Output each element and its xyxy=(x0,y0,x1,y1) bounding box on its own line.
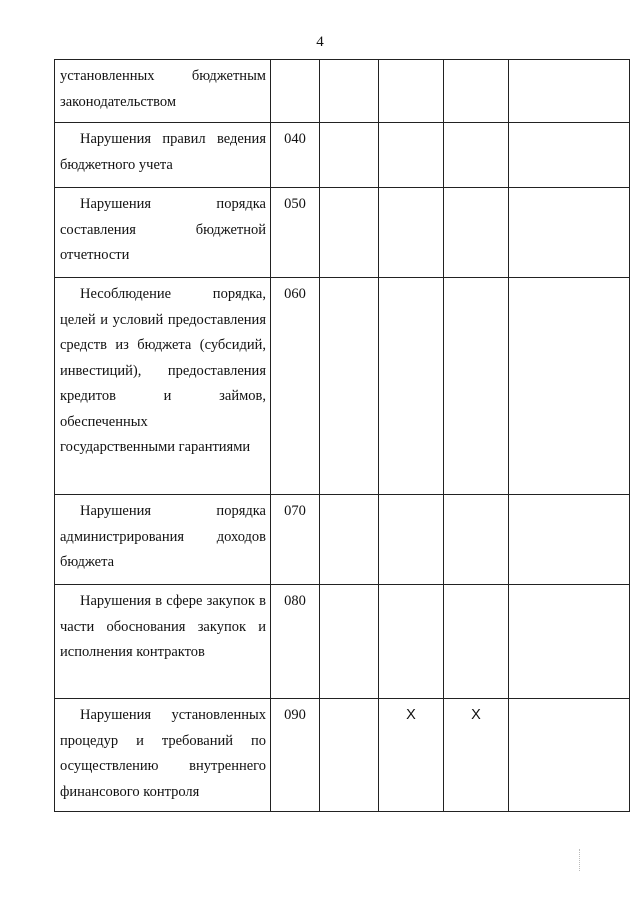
row-cell xyxy=(509,585,630,699)
row-description: Нарушения порядка составления бюджетной отчетности xyxy=(55,188,271,278)
row-code: 070 xyxy=(271,495,320,585)
table-row xyxy=(55,495,630,585)
row-cell xyxy=(444,495,509,585)
row-description: Нарушения правил ведения бюджетного учета xyxy=(55,123,271,188)
row-cell xyxy=(320,585,379,699)
violations-table xyxy=(54,59,630,812)
row-cell xyxy=(444,585,509,699)
row-cell xyxy=(509,699,630,812)
row-cell xyxy=(320,278,379,495)
row-code: 090 xyxy=(271,699,320,812)
row-cell xyxy=(320,188,379,278)
row-cell xyxy=(509,60,630,123)
row-code: 060 xyxy=(271,278,320,495)
table-row xyxy=(55,60,630,123)
row-cell xyxy=(320,495,379,585)
row-description: Нарушения в сфере закупок в части обоснования закупок и исполнения контрактов xyxy=(55,585,271,699)
row-code: 040 xyxy=(271,123,320,188)
page-number: 4 xyxy=(316,34,324,50)
row-cell xyxy=(379,495,444,585)
row-cell-mark: X xyxy=(444,699,509,812)
row-cell xyxy=(509,188,630,278)
row-cell xyxy=(379,188,444,278)
row-cell xyxy=(379,60,444,123)
table-row xyxy=(55,699,630,812)
row-cell xyxy=(509,278,630,495)
row-description: установленных бюджетным законодательством xyxy=(55,60,271,123)
row-description: Нарушения порядка администрирования доходов бюджета xyxy=(55,495,271,585)
table-row xyxy=(55,278,630,495)
row-cell-mark: X xyxy=(379,699,444,812)
row-cell xyxy=(444,60,509,123)
row-cell xyxy=(444,278,509,495)
row-cell xyxy=(320,699,379,812)
row-cell xyxy=(444,123,509,188)
table-row xyxy=(55,188,630,278)
row-cell xyxy=(379,278,444,495)
row-cell xyxy=(379,123,444,188)
scan-artifact xyxy=(565,849,580,871)
row-description: Несоблюдение порядка, целей и условий предоставления средств из бюджета (субсидий, инвестиций), предоставления кредитов и займов, обеспеченных государственными гарантиями xyxy=(55,278,271,495)
table-row xyxy=(55,585,630,699)
row-code: 050 xyxy=(271,188,320,278)
row-cell xyxy=(444,188,509,278)
row-code xyxy=(271,60,320,123)
row-cell xyxy=(320,123,379,188)
row-cell xyxy=(509,495,630,585)
row-description: Нарушения установленных процедур и требований по осуществлению внутреннего финансового контроля xyxy=(55,699,271,812)
row-cell xyxy=(379,585,444,699)
row-cell xyxy=(509,123,630,188)
table-row xyxy=(55,123,630,188)
row-code: 080 xyxy=(271,585,320,699)
row-cell xyxy=(320,60,379,123)
